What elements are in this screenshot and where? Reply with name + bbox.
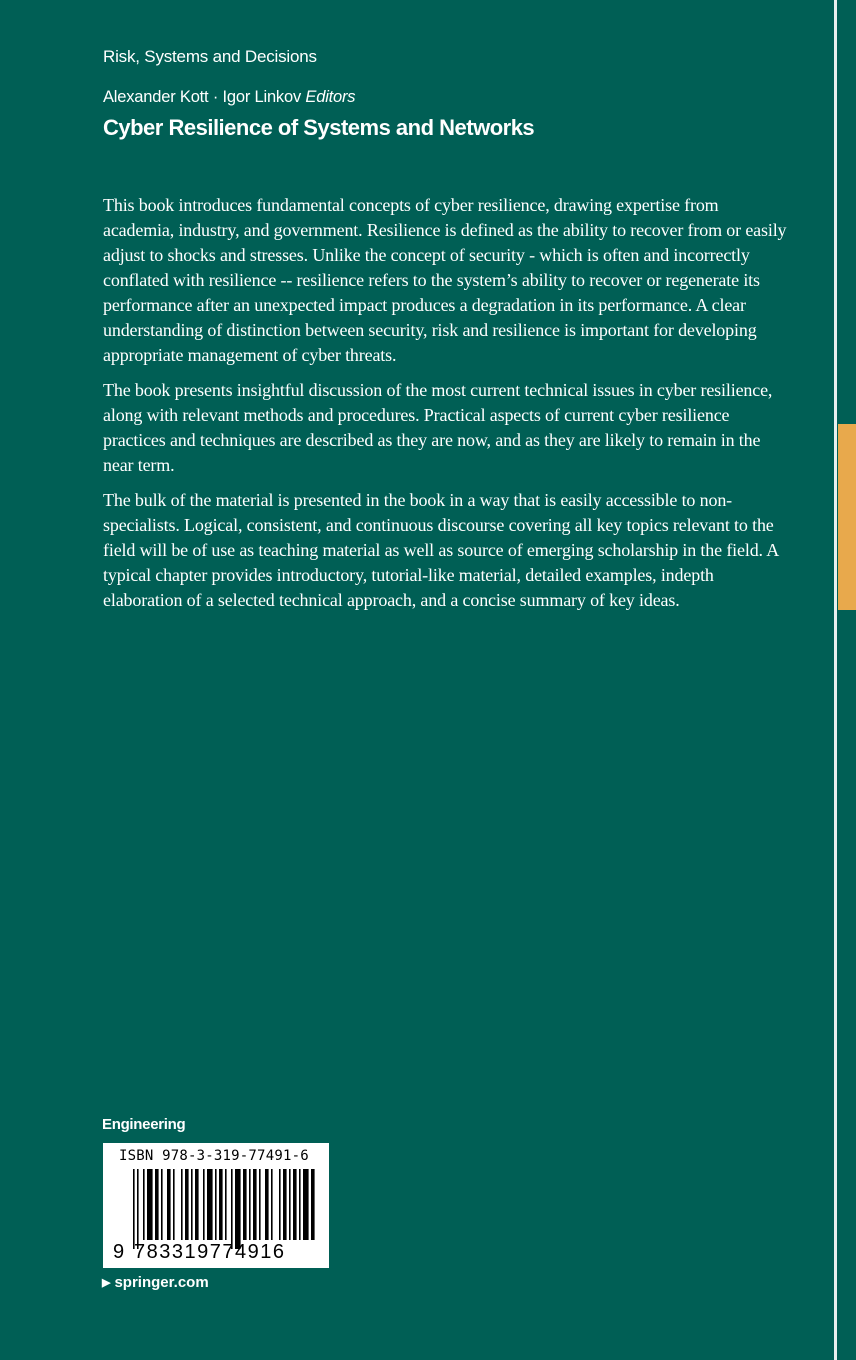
barcode-bar [283, 1169, 287, 1240]
barcode-bar [253, 1169, 257, 1240]
barcode-bar [191, 1169, 193, 1240]
barcode-bar [219, 1169, 223, 1240]
barcode-bar [289, 1169, 291, 1240]
editor-names: Alexander Kott · Igor Linkov [103, 88, 302, 106]
barcode-bar [147, 1169, 153, 1240]
barcode-bar [259, 1169, 261, 1240]
barcode-bar [225, 1169, 227, 1240]
barcode-bar [299, 1169, 301, 1240]
barcode-bar [203, 1169, 205, 1240]
barcode-bar [293, 1169, 297, 1240]
subject-category: Engineering [102, 1116, 186, 1133]
isbn-barcode [103, 1143, 329, 1268]
description-paragraph: The bulk of the material is presented in the book in a way that is easily accessible to non-specialists. Logical, consistent, and continuous discourse covering all key topics relevant to the field will be of use as teaching material as well as source of emerging scholarship in the field. A typical chapter provides introductory, tutorial-like material, detailed examples, indepth elaboration of a selected technical approach, and a concise summary of key ideas. [103, 490, 779, 610]
barcode-bar [265, 1169, 269, 1240]
barcode-bar [303, 1169, 309, 1240]
website-label: springer.com [114, 1274, 209, 1291]
barcode-bar [185, 1169, 189, 1240]
series-title: Risk, Systems and Decisions [103, 47, 317, 66]
barcode-bar [271, 1169, 273, 1240]
isbn-number: ISBN 978-3-319-77491-6 [119, 1148, 309, 1164]
barcode-bar [279, 1169, 281, 1240]
barcode-guard-bar [231, 1169, 233, 1249]
barcode-guard-bar [137, 1169, 139, 1249]
barcode-bar [207, 1169, 213, 1240]
barcode-bar [173, 1169, 175, 1240]
barcode-bar [243, 1169, 247, 1240]
description-paragraph: The book presents insightful discussion of the most current technical issues in cyber resilience, along with relevant methods and procedures. Practical aspects of current cyber resilience practices and techniques are described as they are now, and as they are likely to remain in the near term. [103, 380, 773, 475]
barcode-bar [161, 1169, 163, 1240]
barcode-guard-bar [133, 1169, 135, 1249]
editors-role: Editors [305, 88, 356, 106]
barcode-bar [311, 1169, 315, 1240]
ean-first-digit: 9 [113, 1241, 126, 1263]
editors-line [103, 88, 355, 107]
description-paragraph: This book introduces fundamental concepts of cyber resilience, drawing expertise from academia, industry, and government. Resilience is defined as the ability to recover from or easily adjust to shocks and stresses. Unlike the concept of security - which is often and incorrectly conflated with resilience -- resilience refers to the system’s ability to recover or regenerate its performance after an unexpected impact produces a degradation in its performance. A clear understanding of distinction between security, risk and resilience is important for developing appropriate management of cyber threats. [103, 195, 787, 365]
barcode-bar [155, 1169, 159, 1240]
barcode-guard-bar [235, 1169, 241, 1249]
ean-digits: 783319774916 [134, 1241, 286, 1263]
description-text [103, 193, 793, 623]
barcode-bar [195, 1169, 199, 1240]
barcode-bar [143, 1169, 145, 1240]
publisher-website-link[interactable] [102, 1274, 209, 1291]
barcode-bar [181, 1169, 183, 1240]
spine-accent-bar [838, 424, 856, 610]
barcode-bar [215, 1169, 217, 1240]
spine-edge [837, 0, 856, 1360]
barcode-bar [167, 1169, 171, 1240]
triangle-right-icon: ▶ [102, 1277, 111, 1289]
barcode-bar [249, 1169, 251, 1240]
book-title: Cyber Resilience of Systems and Networks [103, 115, 535, 140]
